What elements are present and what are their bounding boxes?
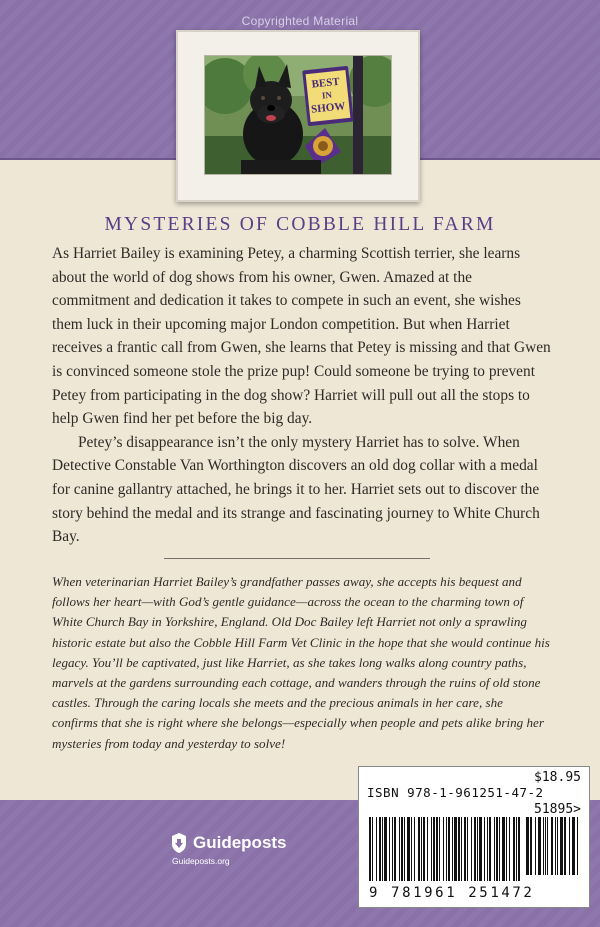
guideposts-logo-icon [170,832,188,854]
cover-photo [204,55,392,175]
copyright-notice: Copyrighted Material [241,14,359,28]
isbn-barcode [358,766,590,908]
photo-frame [176,30,420,202]
section-divider [164,558,430,559]
description-paragraph-2: Petey’s disappearance isn’t the only mystery Harriet has to solve. When Detective Constable Van Worthington discovers an old dog collar with a medal for canine gallantry attached, he brings it to her. Harriet sets out to discover the story behind the medal and its strange and fascinating journey to White Church Bay. [52,433,540,546]
ribbon-text-show: SHOW [310,100,346,116]
series-title: MYSTERIES OF COBBLE HILL FARM [104,214,496,235]
book-description [52,242,552,549]
series-blurb: When veterinarian Harriet Bailey’s grandfather passes away, she accepts his bequest and follows her heart—with God’s gentle guidance—across the ocean to the charming town of White Church Bay in Yorkshire, England. Old Doc Bailey left Harriet not only a sprawling historic estate but also the Cobble Hill Farm Vet Clinic in the hope that she would continue his legacy. You’ll be captivated, just like Harriet, as she takes long walks along country paths, marvels at the gardens surrounding each cottage, and wanders through the ruins of old stone castles. Through the caring locals she meets and the precious animals in her care, she confirms that she is right where she belongs—especially when people and pets alike bring her mysteries from today and yesterday to solve! [52,574,550,751]
price-addon-code: 51895> [534,802,581,817]
scottie-dog-photo [205,56,391,174]
ribbon-text-best: BEST [311,75,341,91]
isbn-label: ISBN 978-1-961251-47-2 [367,785,544,800]
barcode-bars [369,817,581,883]
ean-digits: 9 781961 251472 [369,885,535,901]
ribbon-text-in: IN [321,89,333,101]
publisher-url: Guideposts.org [172,856,230,866]
publisher-logo [170,832,287,866]
price-label: $18.95 [534,770,581,785]
publisher-name: Guideposts [193,833,287,852]
description-paragraph-1: As Harriet Bailey is examining Petey, a charming Scottish terrier, she learns about the world of dog shows from his owner, Gwen. Amazed at the commitment and dedication it takes to compete in such an event, she wishes them luck in their upcoming major London competition. But when Harriet receives a frantic call from Gwen, she learns that Petey is missing and that Gwen is convinced someone stole the prize pup! Could someone be trying to prevent Petey from participating in the dog show? Harriet will pull out all the stops to help Gwen find her pet before the big day. [52,245,551,428]
